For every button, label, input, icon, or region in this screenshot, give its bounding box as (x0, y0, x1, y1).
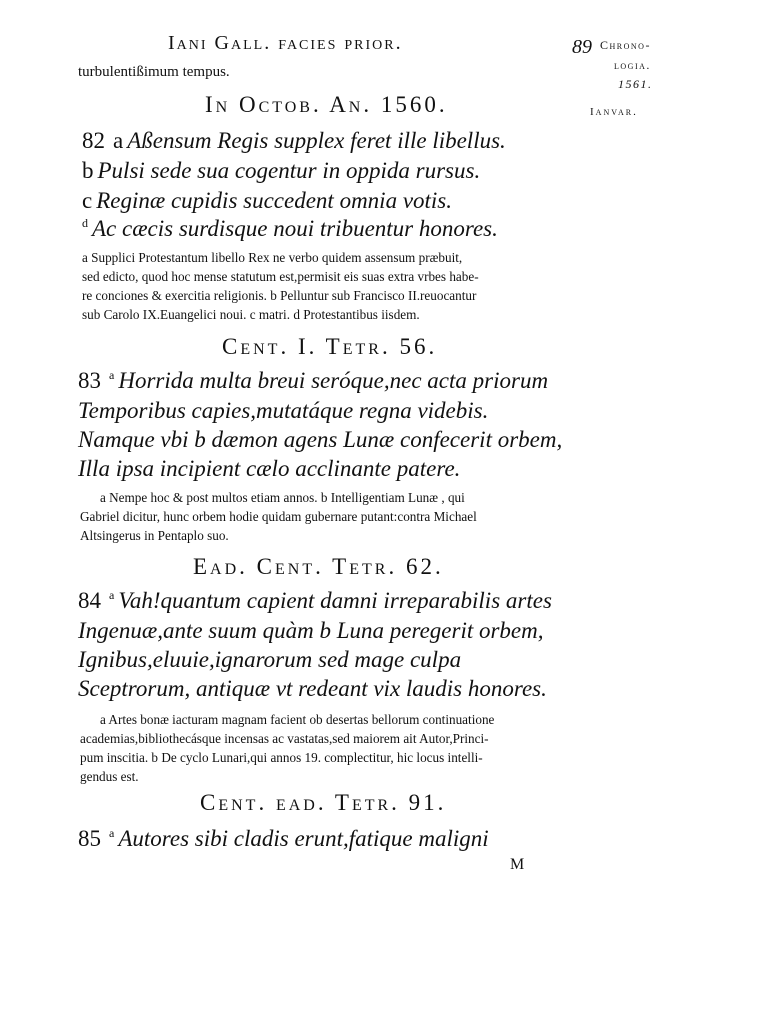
margin-note-year: 1561. (618, 77, 653, 91)
verse-line (82, 128, 506, 154)
verse-text: Pulsi sede sua cogentur in oppida rursus. (97, 158, 481, 183)
verse-number: 84 (78, 588, 101, 613)
verse-mark: b (82, 158, 94, 183)
section-heading: Ead. Cent. Tetr. 62. (193, 554, 444, 579)
running-title: Iani Gall. facies prior. (168, 32, 403, 54)
footnote-line: sub Carolo IX.Euangelici noui. c matri. d Protestantibus iisdem. (82, 307, 420, 322)
page-number: 89 (572, 36, 592, 58)
signature-mark: M (510, 856, 525, 873)
verse-line: Illa ipsa incipient cælo acclinante patere. (78, 456, 461, 481)
verse-line (78, 588, 552, 614)
verse-text: Aßensum Regis supplex feret ille libellus. (127, 128, 506, 153)
section-heading: Cent. I. Tetr. 56. (222, 334, 438, 359)
section-heading: In Octob. An. 1560. (205, 92, 448, 117)
verse-line (82, 216, 498, 242)
verse-text: Vah!quantum capient damni irreparabilis artes (118, 588, 552, 613)
verse-mark: a (109, 368, 115, 383)
footnote-line: Gabriel dicitur, hunc orbem hodie quidam gubernare putant:contra Michael (80, 509, 477, 524)
verse-line: Temporibus capies,mutatáque regna videbis. (78, 398, 489, 423)
verse-mark: a (113, 128, 124, 153)
footnote-line: re conciones & exercitia religionis. b Pelluntur sub Francisco II.reuocantur (82, 288, 477, 303)
verse-number: 82 (82, 128, 105, 153)
verse-mark: a (109, 588, 115, 603)
footnote-line: a Supplici Protestantum libello Rex ne verbo quidem assensum præbuit, (82, 250, 463, 265)
verse-text: Reginæ cupidis succedent omnia votis. (96, 188, 453, 213)
verse-line (78, 826, 489, 852)
verse-mark: d (82, 216, 88, 231)
margin-note-chronologia-1: Chrono- (600, 38, 651, 52)
verse-line (82, 188, 452, 214)
verse-text: Autores sibi cladis erunt,fatique maligni (118, 826, 489, 851)
verse-number: 83 (78, 368, 101, 393)
verse-line: Sceptrorum, antiquæ vt redeant vix laudis honores. (78, 676, 547, 701)
verse-line (78, 368, 548, 394)
footnote-line: a Artes bonæ iacturam magnam facient ob desertas bellorum continuatione (100, 712, 495, 727)
footnote-line: Altsingerus in Pentaplo suo. (80, 528, 229, 543)
verse-text: Horrida multa breui seróque,nec acta priorum (118, 368, 549, 393)
footnote-line: a Nempe hoc & post multos etiam annos. b Intelligentiam Lunæ , qui (100, 490, 465, 505)
footnote-line: pum inscitia. b De cyclo Lunari,qui annos 19. complectitur, hic locus intelli- (80, 750, 483, 765)
verse-line: Ingenuæ,ante suum quàm b Luna peregerit orbem, (78, 618, 544, 643)
footnote-line: gendus est. (80, 769, 139, 784)
verse-number: 85 (78, 826, 101, 851)
margin-note-chronologia-2: logia. (614, 58, 651, 72)
section-heading: Cent. ead. Tetr. 91. (200, 790, 447, 815)
verse-line (82, 158, 480, 184)
verse-mark: a (109, 826, 115, 841)
verse-line: Namque vbi b dæmon agens Lunæ confecerit orbem, (78, 427, 563, 452)
carry-over-line: turbulentißimum tempus. (78, 64, 230, 80)
footnote-line: sed edicto, quod hoc mense statutum est,permisit eis suas extra vrbes habe- (82, 269, 479, 284)
verse-line: Ignibus,eluuie,ignarorum sed mage culpa (78, 647, 462, 672)
verse-text: Ac cæcis surdisque noui tribuentur honores. (92, 216, 498, 241)
verse-mark: c (82, 188, 93, 213)
footnote-line: academias,bibliothecásque incensas ac vastatas,sed maiorem ait Autor,Princi- (80, 731, 489, 746)
margin-note-month: Ianvar. (590, 106, 638, 118)
